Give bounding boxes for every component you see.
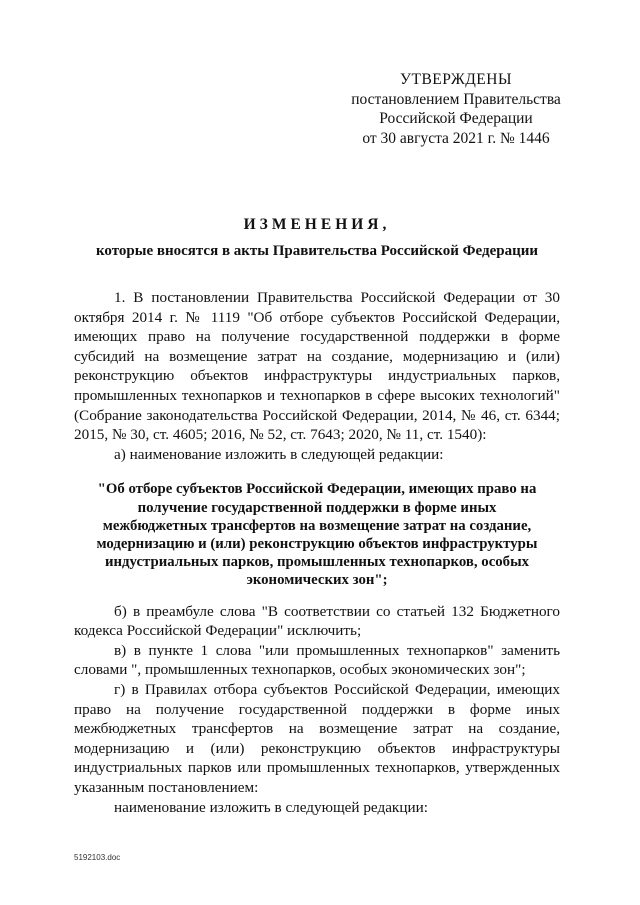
paragraph-item-g-sub: наименование изложить в следующей редакции: bbox=[114, 798, 428, 816]
approval-line-2: Российской Федерации bbox=[379, 110, 533, 127]
approval-stamp bbox=[340, 70, 572, 148]
document-file-code: 5192103.doc bbox=[74, 853, 121, 862]
document-body bbox=[74, 288, 560, 817]
document-subtitle: которые вносятся в акты Правительства Российской Федерации bbox=[95, 243, 539, 259]
approval-label: УТВЕРЖДЕНЫ bbox=[400, 71, 512, 88]
quoted-title: "Об отборе субъектов Российской Федерации, имеющих право на получение государственной поддержки в форме иных межбюджетных трансфертов на возмещение затрат на создание, модернизацию и (или) реконструкцию объектов инфраструктуры индустриальных парков, промышленных технопарков, особых экономических зон"; bbox=[96, 481, 538, 589]
approval-line-1: постановлением Правительства bbox=[351, 90, 561, 108]
paragraph-item-1: 1. В постановлении Правительства Российской Федерации от 30 октября 2014 г. № 1119 "Об отборе субъектов Российской Федерации, имеющих право на получение государственной поддержки в форме субсидий на возмещение затрат на создание, модернизацию и (или) реконструкцию объектов инфраструктуры индустриальных парков, промышленных технопарков и технопарков в сфере высоких технологий" (Собрание законодательства Российской Федерации, 2014, № 46, ст. 6344; 2015, № 30, ст. 4605; 2016, № 52, ст. 7643; 2020, № 11, ст. 1540): bbox=[74, 289, 560, 444]
paragraph-item-b: б) в преамбуле слова "В соответствии со статьей 132 Бюджетного кодекса Российской Федерации" исключить; bbox=[74, 602, 560, 640]
paragraph-item-g: г) в Правилах отбора субъектов Российской Федерации, имеющих право на получение государственной поддержки в форме иных межбюджетных трансфертов на возмещение затрат на создание, модернизацию и (или) реконструкцию объектов инфраструктуры индустриальных парков или промышленных технопарков, утвержденных указанным постановлением: bbox=[74, 680, 560, 796]
document-title: ИЗМЕНЕНИЯ, bbox=[243, 216, 391, 233]
paragraph-item-v: в) в пункте 1 слова "или промышленных технопарков" заменить словами ", промышленных технопарков, особых экономических зон"; bbox=[74, 641, 560, 679]
approval-line-3: от 30 августа 2021 г. № 1446 bbox=[362, 129, 550, 147]
paragraph-item-a: а) наименование изложить в следующей редакции: bbox=[114, 445, 444, 463]
